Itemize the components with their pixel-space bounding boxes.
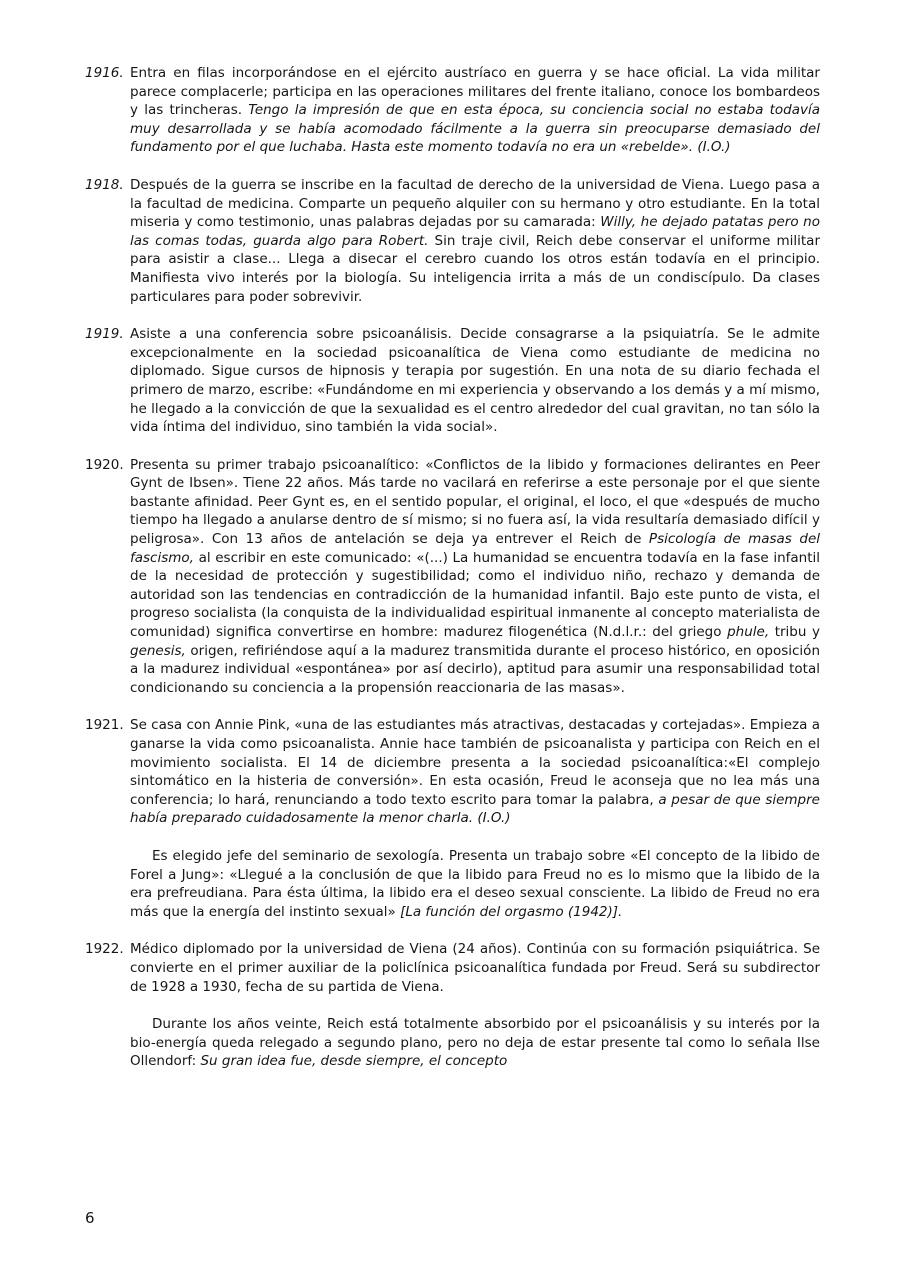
timeline-entry <box>85 940 820 1071</box>
text-run: origen, refiriéndose aquí a la madurez transmitida durante el proceso histórico, en oposición a la madurez individual «espontánea» por así decirlo), aptitud para asumir una responsabilidad total condicionando su conciencia a la propensión reaccionaria de las masas». <box>130 642 820 696</box>
text-run: Entra en filas incorporándose en el ejército austríaco en guerra y se hace oficial. La vida militar parece complacerle; participa en las operaciones militares del frente italiano, conoce los bombardeos y las trincheras. <box>130 65 820 119</box>
year-label: 1921. <box>85 717 124 734</box>
italic-text-run: [La función del orgasmo (1942)]. <box>400 903 623 920</box>
timeline-entry <box>85 176 820 306</box>
timeline-entry <box>85 716 820 921</box>
timeline-entry <box>85 325 820 437</box>
italic-text-run: Su gran idea fue, desde siempre, el concepto <box>200 1053 508 1070</box>
paragraph <box>130 1015 820 1071</box>
page-number: 6 <box>85 1209 95 1228</box>
timeline-entry <box>85 456 820 698</box>
text-run: al escribir en este comunicado: «(...) La humanidad se encuentra todavía en la fase infantil de la necesidad de protección y sugestibilidad; como el individuo niño, rechazo y demanda de autoridad son las tendencias en contradicción de la humanidad infantil. Bajo este punto de vista, el progreso socialista (la conquista de la individualidad espiritual inmanente al concepto materialista de comunidad) significa convertirse en hombre: madurez filogenética (N.d.l.r.: del griego <box>130 549 820 641</box>
italic-text-run: Psicología de masas del fascismo, <box>130 531 820 566</box>
paragraph <box>130 64 820 157</box>
italic-text-run: Tengo la impresión de que en esta época, su conciencia social no estaba todavía muy desarrollada y se había acomodado fácilmente a la guerra sin preocuparse demasiado del fundamento por el que luchaba. Hasta este momento todavía no era un «rebelde». (I.O.) <box>130 102 820 156</box>
text-run: Es elegido jefe del seminario de sexología. Presenta un trabajo sobre «El concepto de la libido de Forel a Jung»: «Llegué a la conclusión de que la libido para Freud no es lo mismo que la libido de la era prefreudiana. Para ésta última, la libido era el deseo sexual consciente. La libido de Freud no era más que la energía del instinto sexual» <box>130 847 820 920</box>
text-run: Médico diplomado por la universidad de Viena (24 años). Continúa con su formación psiquiátrica. Se convierte en el primer auxiliar de la policlínica psicoanalítica fundada por Freud. Será su subdirector de 1928 a 1930, fecha de su partida de Viena. <box>130 941 820 995</box>
text-run: tribu y <box>769 624 820 641</box>
text-run: Asiste a una conferencia sobre psicoanálisis. Decide consagrarse a la psiquiatría. Se le admite excepcionalmente en la sociedad psicoanalítica de Viena como estudiante de medicina no diplomado. Sigue cursos de hipnosis y terapia por sugestión. En una nota de su diario fechada el primero de marzo, escribe: «Fundándome en mi experiencia y observando a los demás y a mí mismo, he llegado a la convicción de que la sexualidad es el centro alrededor del cual gravitan, no tan sólo la vida íntima del individuo, sino también la vida social». <box>130 326 820 436</box>
text-run: Presenta su primer trabajo psicoanalítico: «Conflictos de la libido y formaciones delirantes en Peer Gynt de Ibsen». Tiene 22 años. Más tarde no vacilará en referirse a este personaje por el que siente bastante afinidad. Peer Gynt es, en el sentido popular, el original, el loco, el que «después de mucho tiempo ha llegado a anularse dentro de sí mismo; si no fuera así, la vida resultaría demasiado difícil y peligrosa». Con 13 años de antelación se deja ya entrever el Reich de <box>130 456 820 548</box>
italic-text-run: Willy, he dejado patatas pero no las comas todas, guarda algo para Robert. <box>130 214 820 249</box>
text-run: Después de la guerra se inscribe en la facultad de derecho de la universidad de Viena. Luego pasa a la facultad de medicina. Comparte un pequeño alquiler con su hermano y otro estudiante. En la total miseria y como testimonio, unas palabras dejadas por su camarada: <box>130 176 820 231</box>
text-run: Se casa con Annie Pink, «una de las estudiantes más atractivas, destacadas y cortejadas». Empieza a ganarse la vida como psicoanalista. Annie hace también de psicoanalista y participa con Reich en el movimiento socialista. El 14 de diciembre presenta a la sociedad psicoanalítica:«El complejo sintomático en la histeria de conversión». En esta ocasión, Freud le aconseja que no lea más una conferencia; lo hará, renunciando a todo texto escrito para tomar la palabra, <box>130 717 820 808</box>
paragraph <box>130 847 820 921</box>
italic-text-run: a pesar de que siempre había preparado cuidadosamente la menor charla. (I.O.) <box>130 791 820 827</box>
timeline-entry <box>85 64 820 157</box>
italic-text-run: phule, <box>727 624 770 641</box>
year-label: 1918. <box>85 176 124 193</box>
year-label: 1919. <box>85 326 124 343</box>
italic-text-run: genesis, <box>130 642 186 659</box>
paragraph <box>130 940 820 996</box>
paragraph <box>130 716 820 828</box>
paragraph <box>130 325 820 437</box>
year-label: 1922. <box>85 941 124 958</box>
paragraph <box>130 456 820 698</box>
text-run: Durante los años veinte, Reich está totalmente absorbido por el psicoanálisis y su interés por la bio-energía queda relegado a segundo plano, pero no deja de estar presente tal como lo señala Ilse Ollendorf: <box>130 1016 820 1070</box>
timeline-entries <box>85 64 820 1090</box>
paragraph <box>130 176 820 306</box>
year-label: 1920. <box>85 456 124 473</box>
text-run: Sin traje civil, Reich debe conservar el uniforme militar para asistir a clase... Llega a disecar el cerebro cuando los otros están todavía en el principio. Manifiesta vivo interés por la biología. Su inteligencia irrita a más de un condiscípulo. Da clases particulares para poder sobrevivir. <box>130 232 820 305</box>
year-label: 1916. <box>85 65 124 81</box>
